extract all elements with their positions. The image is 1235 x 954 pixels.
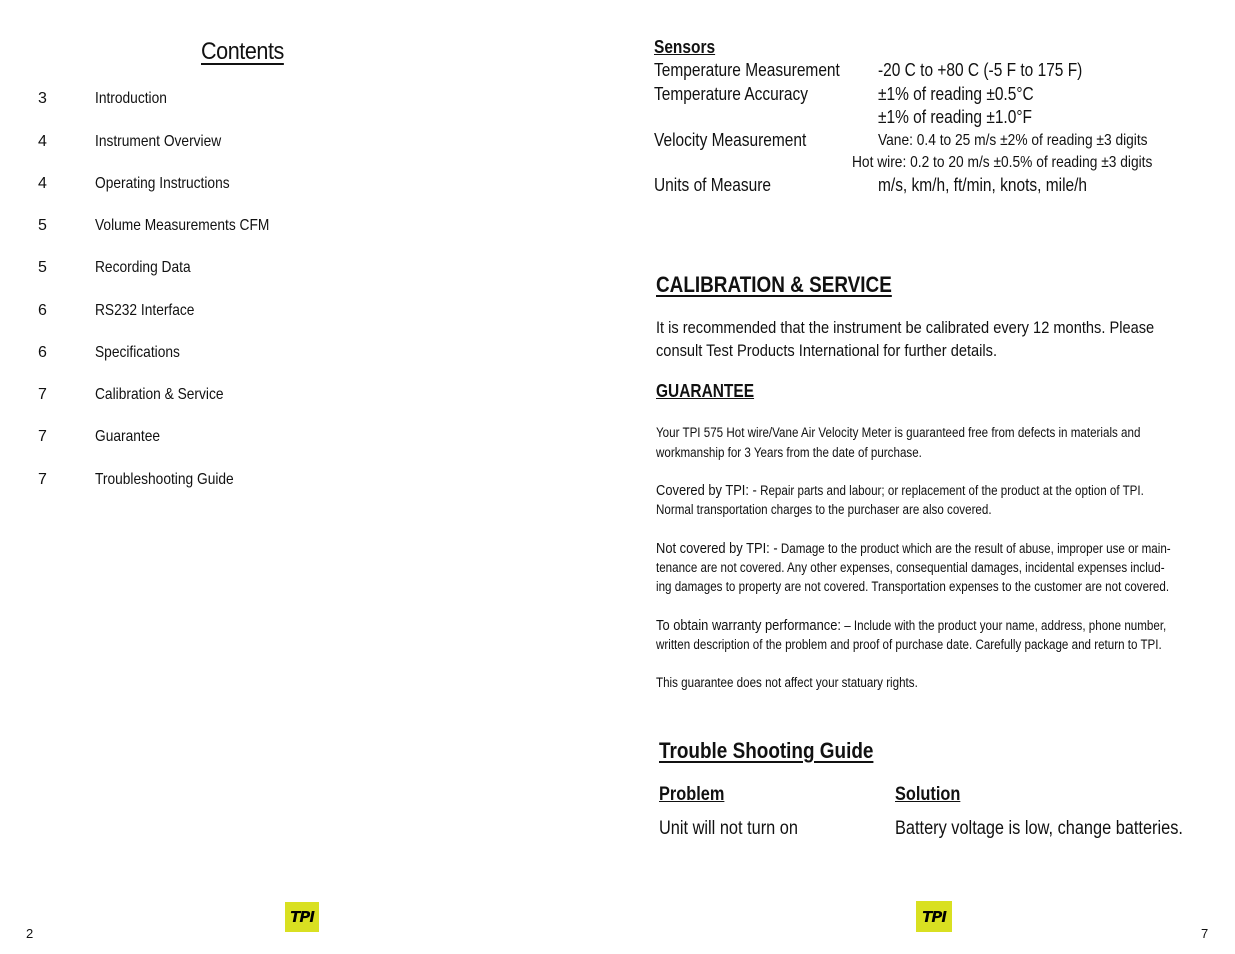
toc-entry <box>0 344 617 366</box>
toc-page-number: 5 <box>38 259 47 276</box>
calibration-text: consult Test Products International for further details. <box>656 341 998 360</box>
guarantee-text: Repair parts and labour; or replacement of the product at the option of TPI. <box>756 483 1144 498</box>
spec-value: ±1% of reading ±1.0°F <box>878 107 1032 127</box>
contents-title: Contents <box>201 38 284 65</box>
toc-entry-title: Specifications <box>95 344 180 361</box>
toc-page-number: 7 <box>38 471 47 488</box>
spec-value: m/s, km/h, ft/min, knots, mile/h <box>878 175 1088 195</box>
spec-value: Hot wire: 0.2 to 20 m/s ±0.5% of reading ±3 digits <box>852 154 1153 171</box>
toc-entry-title: Recording Data <box>95 259 191 276</box>
toc-page-number: 7 <box>38 386 47 403</box>
toc-page-number: 7 <box>38 428 47 445</box>
spec-value: ±1% of reading ±0.5°C <box>878 84 1034 104</box>
solution-column-header: Solution <box>895 784 961 805</box>
toc-page-number: 6 <box>38 302 47 319</box>
calibration-text: It is recommended that the instrument be calibrated every 12 months. Please <box>656 318 1155 337</box>
toc-entry-title: Volume Measurements CFM <box>95 217 270 234</box>
toc-entry-title: Operating Instructions <box>95 175 230 192</box>
guarantee-text: Your TPI 575 Hot wire/Vane Air Velocity Meter is guaranteed free from defects in materials and <box>656 425 1141 440</box>
obtain-label: To obtain warranty performance: <box>656 617 841 634</box>
toc-entry <box>0 133 617 155</box>
spec-label: Units of Measure <box>654 175 772 195</box>
guarantee-text: written description of the problem and proof of purchase date. Carefully package and return to TPI. <box>656 637 1162 652</box>
guarantee-text: Damage to the product which are the result of abuse, improper use or main- <box>777 541 1171 556</box>
toc-page-number: 3 <box>38 90 47 107</box>
calibration-heading: CALIBRATION & SERVICE <box>656 272 892 297</box>
tpi-logo-icon: TPI <box>916 901 952 932</box>
guarantee-text: – Include with the product your name, address, phone number, <box>840 618 1167 633</box>
guarantee-text: Normal transportation charges to the purchaser are also covered. <box>656 502 992 517</box>
toc-page-number: 4 <box>38 133 47 150</box>
toc-entry-title: Calibration & Service <box>95 386 224 403</box>
sensors-heading: Sensors <box>654 37 716 57</box>
toc-entry <box>0 217 617 239</box>
guarantee-paragraph <box>656 481 1144 500</box>
toc-page-number: 4 <box>38 175 47 192</box>
not-covered-label: Not covered by TPI: - <box>656 540 778 557</box>
troubleshooting-heading: Trouble Shooting Guide <box>659 738 874 763</box>
guarantee-paragraph <box>656 539 1171 558</box>
toc-entry <box>0 428 617 450</box>
spec-label: Temperature Measurement <box>654 60 840 80</box>
toc-entry <box>0 471 617 493</box>
toc-page-number: 5 <box>38 217 47 234</box>
problem-cell: Unit will not turn on <box>659 818 798 839</box>
problem-column-header: Problem <box>659 784 725 805</box>
guarantee-text: This guarantee does not affect your statuary rights. <box>656 675 918 690</box>
toc-entry <box>0 302 617 324</box>
spec-value: Vane: 0.4 to 25 m/s ±2% of reading ±3 digits <box>878 132 1148 149</box>
guarantee-heading: GUARANTEE <box>656 381 755 401</box>
page-number: 2 <box>26 926 34 941</box>
left-page <box>0 0 617 954</box>
toc-entry-title: Instrument Overview <box>95 133 222 150</box>
toc-page-number: 6 <box>38 344 47 361</box>
toc-entry-title: Guarantee <box>95 428 161 445</box>
right-page <box>617 0 1235 954</box>
guarantee-text: ing damages to property are not covered. Transportation expenses to the customer are not covered. <box>656 579 1170 594</box>
toc-entry-title: RS232 Interface <box>95 302 195 319</box>
spec-label: Velocity Measurement <box>654 130 807 150</box>
guarantee-text: tenance are not covered. Any other expenses, consequential damages, incidental expenses includ- <box>656 560 1165 575</box>
toc-entry-title: Introduction <box>95 90 167 107</box>
page-number: 7 <box>1201 926 1209 941</box>
toc-entry <box>0 386 617 408</box>
guarantee-paragraph <box>656 616 1166 635</box>
toc-entry <box>0 90 617 112</box>
spec-label: Temperature Accuracy <box>654 84 809 104</box>
tpi-logo-icon: TPI <box>285 902 319 932</box>
toc-entry <box>0 259 617 281</box>
spec-value: -20 C to +80 C (-5 F to 175 F) <box>878 60 1083 80</box>
solution-cell: Battery voltage is low, change batteries. <box>895 818 1183 839</box>
covered-label: Covered by TPI: - <box>656 482 757 499</box>
toc-entry-title: Troubleshooting Guide <box>95 471 234 488</box>
toc-entry <box>0 175 617 197</box>
guarantee-text: workmanship for 3 Years from the date of purchase. <box>656 445 922 460</box>
